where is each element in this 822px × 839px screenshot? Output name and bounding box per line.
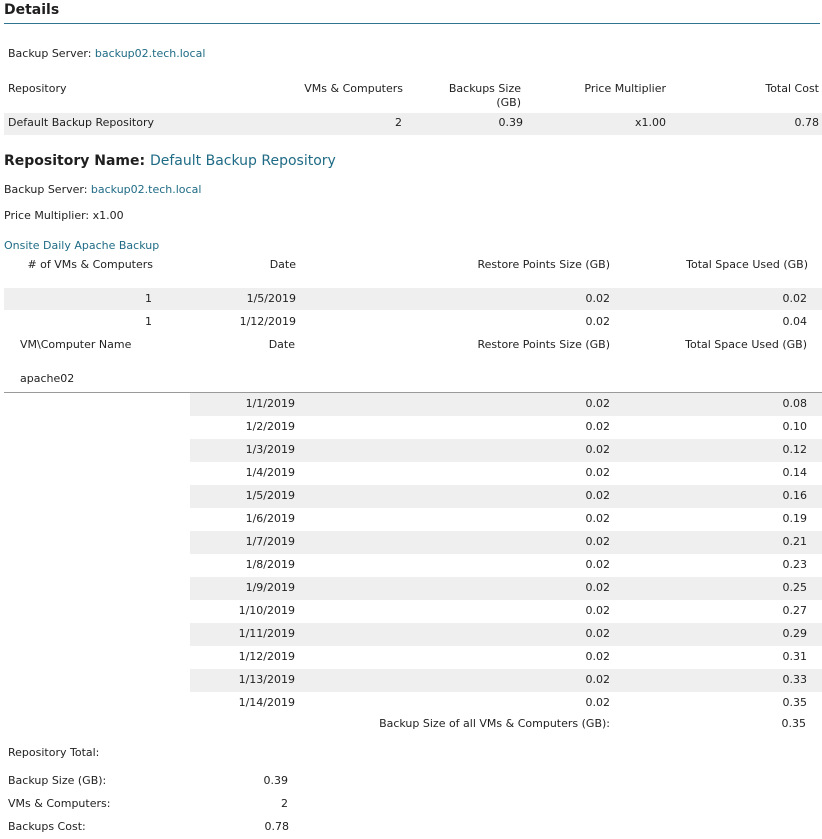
vm-cell-date: 1/3/2019 <box>245 443 295 456</box>
vm-cell-restore: 0.02 <box>585 466 610 479</box>
vm-header-total: Total Space Used (GB) <box>685 338 807 351</box>
vm-cell-total: 0.31 <box>782 650 807 663</box>
details-header-cost: Total Cost <box>765 82 819 95</box>
repository-price-multiplier: Price Multiplier: x1.00 <box>4 209 124 222</box>
vm-cell-date: 1/13/2019 <box>238 673 295 686</box>
vm-cell-total: 0.25 <box>782 581 807 594</box>
job-cell-restore: 0.02 <box>585 292 610 305</box>
details-header-vms: VMs & Computers <box>304 82 403 95</box>
details-header-size: Backups Size <box>448 82 521 95</box>
vm-cell-restore: 0.02 <box>585 627 610 640</box>
job-header-restore: Restore Points Size (GB) <box>477 258 610 271</box>
vm-cell-date: 1/10/2019 <box>238 604 295 617</box>
details-divider <box>4 23 820 24</box>
vm-cell-date: 1/9/2019 <box>245 581 295 594</box>
vm-computer-name: apache02 <box>20 372 75 385</box>
vm-cell-date: 1/7/2019 <box>245 535 295 548</box>
job-cell-count: 1 <box>145 292 152 305</box>
totals-value-backup-size: 0.39 <box>263 774 288 787</box>
details-header-size-unit: (GB) <box>496 96 521 109</box>
vm-cell-date: 1/11/2019 <box>238 627 295 640</box>
vm-cell-restore: 0.02 <box>585 673 610 686</box>
repository-name-label: Repository Name: <box>4 153 146 169</box>
vm-cell-total: 0.19 <box>782 512 807 525</box>
vm-cell-total: 0.10 <box>782 420 807 433</box>
vm-cell-total: 0.14 <box>782 466 807 479</box>
details-server-link[interactable]: backup02.tech.local <box>94 47 206 60</box>
vm-summary-value: 0.35 <box>781 717 806 730</box>
vm-cell-total: 0.12 <box>782 443 807 456</box>
vm-cell-restore: 0.02 <box>585 489 610 502</box>
job-cell-restore: 0.02 <box>585 315 610 328</box>
repository-name-link[interactable]: Default Backup Repository <box>149 153 336 169</box>
job-header-total: Total Space Used (GB) <box>686 258 808 271</box>
vm-summary-label: Backup Size of all VMs & Computers (GB): <box>379 717 610 730</box>
vm-cell-total: 0.21 <box>782 535 807 548</box>
vm-cell-restore: 0.02 <box>585 535 610 548</box>
vm-cell-date: 1/1/2019 <box>245 397 295 410</box>
job-cell-count: 1 <box>145 315 152 328</box>
vm-header-date: Date <box>268 338 295 351</box>
details-cell-multiplier: x1.00 <box>634 116 666 129</box>
vm-header-name: VM\Computer Name <box>20 338 132 351</box>
details-cell-repository: Default Backup Repository <box>8 116 154 129</box>
vm-cell-date: 1/14/2019 <box>238 696 295 709</box>
job-cell-total: 0.04 <box>782 315 807 328</box>
vm-cell-restore: 0.02 <box>585 443 610 456</box>
vm-cell-total: 0.08 <box>782 397 807 410</box>
vm-cell-restore: 0.02 <box>585 581 610 594</box>
totals-label-backup-size: Backup Size (GB): <box>8 774 107 787</box>
repository-server-link[interactable]: backup02.tech.local <box>90 183 202 196</box>
vm-header-restore: Restore Points Size (GB) <box>477 338 610 351</box>
details-header-repository: Repository <box>8 82 67 95</box>
vm-cell-total: 0.35 <box>782 696 807 709</box>
details-header-multiplier: Price Multiplier <box>584 82 666 95</box>
details-title: Details <box>4 2 60 18</box>
details-cell-cost: 0.78 <box>794 116 819 129</box>
totals-label-cost: Backups Cost: <box>8 820 86 833</box>
details-server-line <box>8 47 205 60</box>
vm-cell-restore: 0.02 <box>585 512 610 525</box>
vm-cell-restore: 0.02 <box>585 696 610 709</box>
totals-value-cost: 0.78 <box>264 820 289 833</box>
totals-title: Repository Total: <box>8 746 100 759</box>
details-server-label: Backup Server: <box>8 47 92 60</box>
vm-cell-date: 1/2/2019 <box>245 420 295 433</box>
vm-cell-date: 1/6/2019 <box>245 512 295 525</box>
repository-heading <box>4 153 336 169</box>
vm-cell-date: 1/4/2019 <box>245 466 295 479</box>
vm-cell-total: 0.29 <box>782 627 807 640</box>
vm-cell-date: 1/8/2019 <box>245 558 295 571</box>
details-cell-size: 0.39 <box>498 116 523 129</box>
vm-cell-date: 1/5/2019 <box>245 489 295 502</box>
repository-server-label: Backup Server: <box>4 183 88 196</box>
job-cell-total: 0.02 <box>782 292 807 305</box>
job-header-date: Date <box>269 258 296 271</box>
job-cell-date: 1/5/2019 <box>246 292 296 305</box>
repository-server-line <box>4 183 201 196</box>
job-header-count: # of VMs & Computers <box>27 258 153 271</box>
details-cell-vms: 2 <box>395 116 402 129</box>
vm-cell-total: 0.33 <box>782 673 807 686</box>
job-name-link[interactable]: Onsite Daily Apache Backup <box>4 239 160 252</box>
totals-label-vms: VMs & Computers: <box>8 797 111 810</box>
job-cell-date: 1/12/2019 <box>239 315 296 328</box>
vm-cell-total: 0.23 <box>782 558 807 571</box>
vm-cell-date: 1/12/2019 <box>238 650 295 663</box>
totals-value-vms: 2 <box>281 797 288 810</box>
vm-cell-restore: 0.02 <box>585 604 610 617</box>
vm-cell-total: 0.16 <box>782 489 807 502</box>
vm-cell-restore: 0.02 <box>585 650 610 663</box>
vm-cell-restore: 0.02 <box>585 420 610 433</box>
vm-cell-total: 0.27 <box>782 604 807 617</box>
vm-cell-restore: 0.02 <box>585 397 610 410</box>
vm-cell-restore: 0.02 <box>585 558 610 571</box>
